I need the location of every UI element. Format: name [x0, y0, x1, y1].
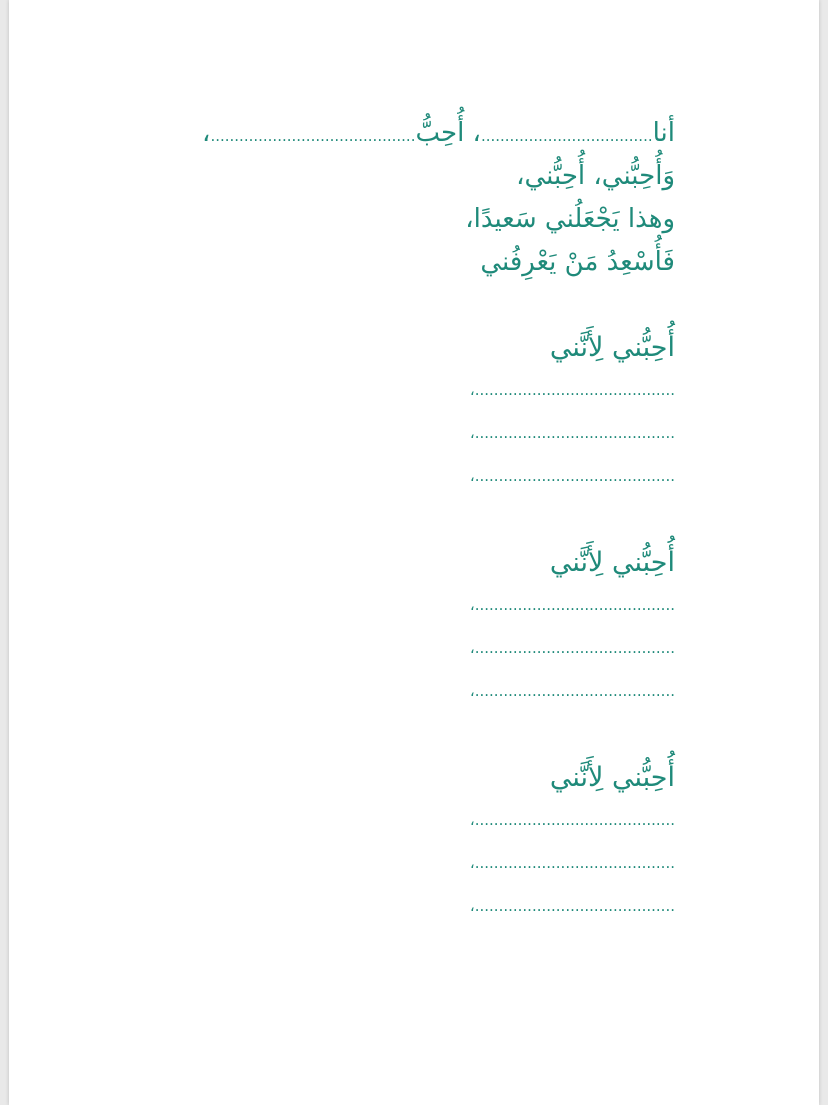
- answer-line[interactable]: ..........................................،: [469, 467, 675, 485]
- poem-line-1: [155, 112, 675, 155]
- answer-line[interactable]: ..........................................،: [469, 854, 675, 872]
- poem-line-2: وَأُحِبُّني، أُحِبُّني،: [516, 161, 675, 191]
- poem-line-1-middle: ، أُحِبُّ: [415, 118, 481, 148]
- answer-line[interactable]: ..........................................،: [469, 424, 675, 442]
- answer-line[interactable]: ..........................................،: [469, 381, 675, 399]
- answer-line[interactable]: ..........................................،: [469, 596, 675, 614]
- poem-line-1-start: أنا: [652, 118, 675, 148]
- answer-line[interactable]: ..........................................،: [469, 639, 675, 657]
- reason-block-2: [155, 539, 675, 716]
- answer-line[interactable]: ..........................................،: [469, 682, 675, 700]
- answer-line[interactable]: ..........................................،: [469, 897, 675, 915]
- poem-line-1-end: ،: [202, 118, 211, 148]
- fill-blank-name[interactable]: ....................................: [480, 127, 653, 145]
- document-page: [9, 0, 819, 1105]
- worksheet-content: [155, 112, 675, 931]
- poem-line-3: وهذا يَجْعَلُني سَعيدًا،: [465, 204, 675, 234]
- reason-block-1: [155, 324, 675, 501]
- reason-block-title: أُحِبُّني لِأَنَّني: [549, 547, 675, 578]
- reason-block-3: [155, 754, 675, 931]
- reason-block-title: أُحِبُّني لِأَنَّني: [549, 332, 675, 363]
- reason-block-title: أُحِبُّني لِأَنَّني: [549, 762, 675, 793]
- fill-blank-love[interactable]: ...........................................: [210, 127, 416, 145]
- answer-line[interactable]: ..........................................،: [469, 811, 675, 829]
- poem-line-4: فَأُسْعِدُ مَنْ يَعْرِفُني: [480, 247, 675, 277]
